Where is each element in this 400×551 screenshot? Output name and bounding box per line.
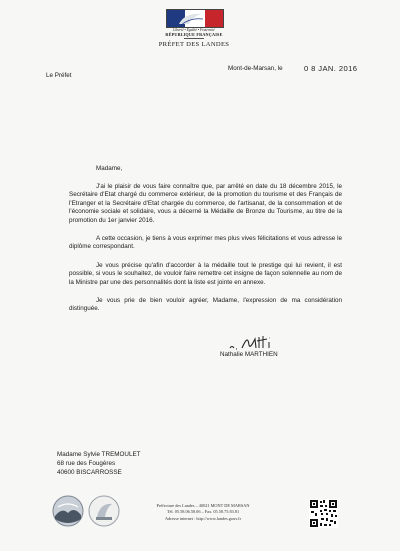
paragraph-3-text: Je vous précise qu'afin d'accorder à la médaille tout le prestige qui lui revient, il est possible, si vous le souhaitez, de vouloir faire remettre cet insigne de façon solennelle au nom de la Ministre par une des personnalités dont la liste est jointe en annexe. — [69, 262, 342, 286]
paragraph-4-text: Je vous prie de bien vouloir agréer, Madame, l'expression de ma considération distinguée. — [69, 297, 342, 313]
republic-motto: Liberté • Égalité • Fraternité — [173, 28, 215, 32]
paragraph-4 — [69, 297, 342, 314]
date-stamp: 0 8 JAN. 2016 — [304, 64, 358, 73]
iso-certification-logo — [52, 495, 84, 527]
recipient-street: 68 rue des Fougères — [57, 460, 116, 467]
paragraph-1 — [69, 183, 342, 225]
prefet-title: PRÉFET DES LANDES — [158, 41, 230, 48]
salutation: Madame, — [96, 165, 123, 172]
qr-code — [309, 499, 338, 528]
paragraph-2 — [69, 235, 342, 252]
date-place: Mont-de-Marsan, le — [228, 65, 283, 72]
header-divider — [184, 38, 204, 39]
paragraph-1-text: J'ai le plaisir de vous faire connaître que, par arrêté en date du 18 décembre 2015, le Secrétaire d'Etat chargé du commerce extérieur, de la promotion du tourisme et des Français de l'Etranger et la Secrétaire d'Etat chargée du commerce, de l'artisanat, de la consommation et de l'économie sociale et solidaire, vous a décerné la Médaille de Bronze du Tourisme, au titre de la promotion du 1er janvier 2016. — [69, 183, 342, 224]
recipient-name: Madame Sylvie TREMOULET — [57, 451, 141, 458]
footer-line-1: Préfecture des Landes – 40021 MONT DE MARSAN — [156, 503, 250, 508]
footer-line-3: Adresse internet : http://www.landes.gouv.fr — [164, 515, 242, 521]
paragraph-3 — [69, 262, 342, 287]
republique-francaise: RÉPUBLIQUE FRANÇAISE — [165, 32, 223, 37]
signatory-name: Nathalie MARTHIEN — [220, 351, 278, 358]
footer-address — [128, 503, 278, 522]
marianne-label-logo — [88, 495, 120, 527]
sender: Le Préfet — [46, 72, 72, 79]
paragraph-2-text: A cette occasion, je tiens à vous exprimer mes plus vives félicitations et vous adresse le diplôme correspondant. — [69, 235, 342, 251]
recipient-city: 40600 BISCARROSSE — [57, 469, 122, 476]
marianne-logo — [166, 9, 224, 28]
footer-line-2: Tél. 05.58.06.58.06 – Fax. 05.58.75.83.81 — [166, 509, 240, 515]
